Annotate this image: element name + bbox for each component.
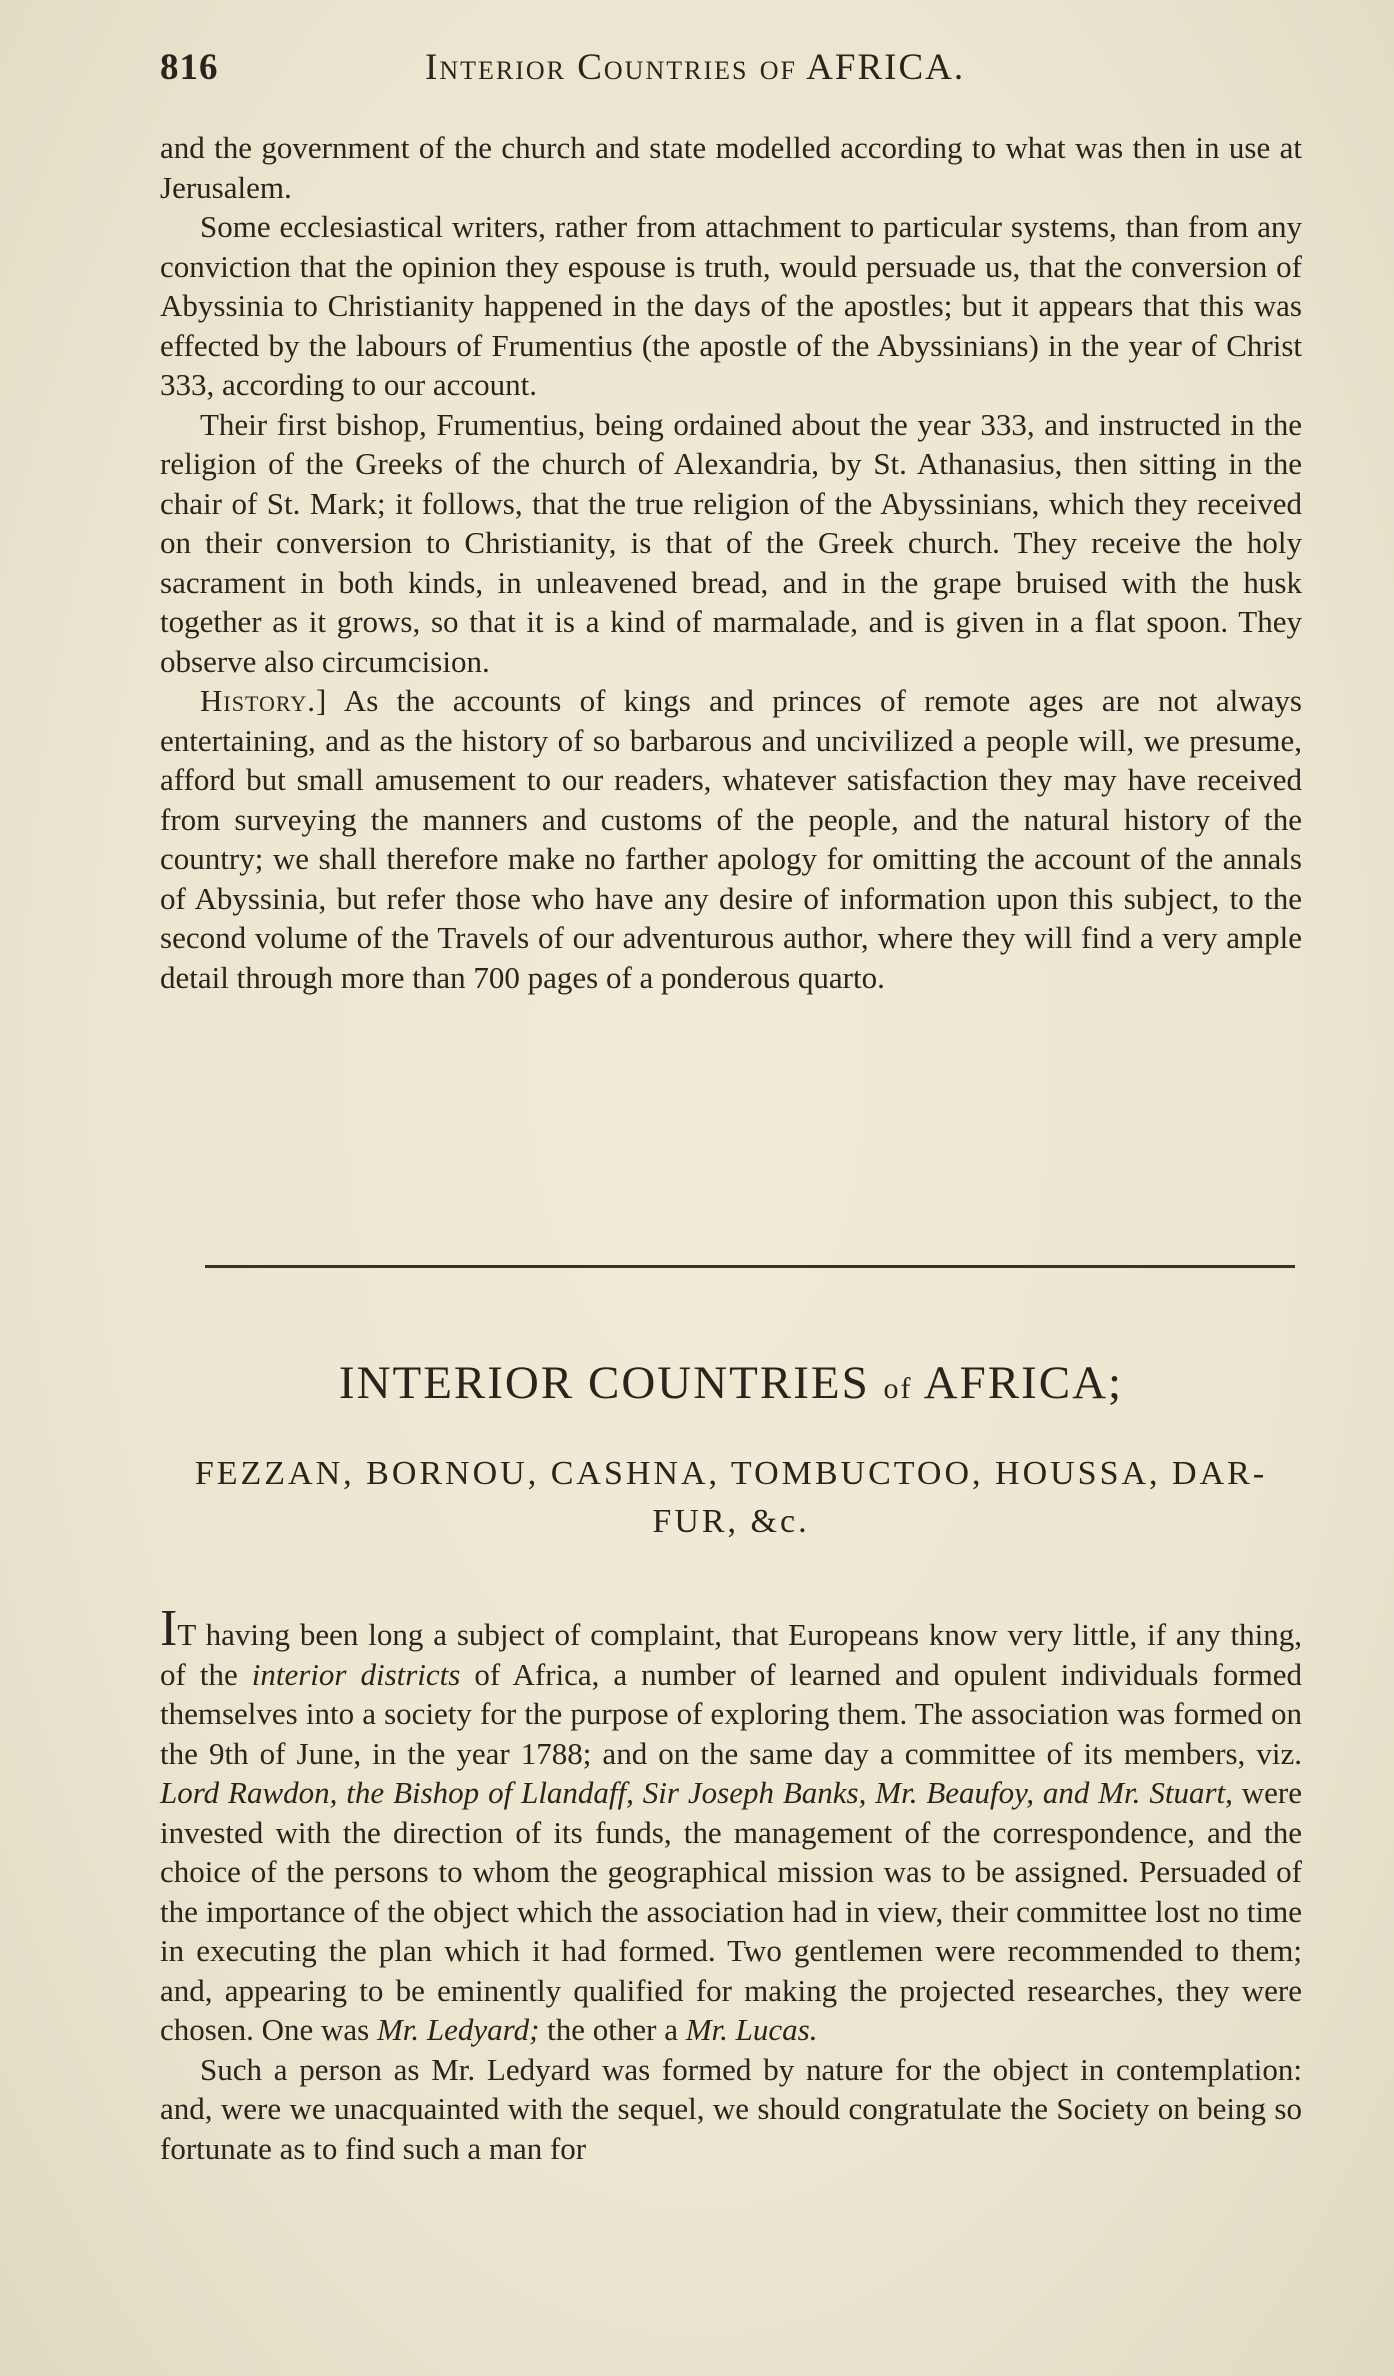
paragraph-frumentius: Their first bishop, Frumentius, being ordained about the year 333, and instructed in the religion of the Greeks of the church of Alexandria, by St. Athanasius, then sitting in the chair of St. Mark; it follows, that the true religion of the Abyssinians, which they received on their conversion to Christianity, is that of the Greek church. They receive the holy sacrament in both kinds, in unleavened bread, and in the grape bruised with the husk together as it grows, so that it is a kind of marmalade, and is given in a flat spoon. They observe also circumcision.	[160, 406, 1302, 679]
name-lucas: Mr. Lucas.	[685, 2012, 818, 2047]
paragraph-ledyard: Such a person as Mr. Ledyard was formed by nature for the object in contemplation: and, were we unacquainted with the sequel, we should congratulate the Society on being so fortunate as to find such a man for	[160, 2051, 1302, 2166]
title-part-b: AFRICA;	[923, 1357, 1124, 1409]
association-text-a: T having been long a subject of complaint, that Europeans know very little, if any thing, of the	[160, 1617, 1302, 1692]
association-italic-districts: interior districts	[251, 1656, 461, 1692]
association-text-c: of Africa, a number of learned and opulent individuals formed themselves into a society for the purpose of exploring them. The association was formed on the 9th of June, in the year 1788; and on the same day a committee of its members, viz.	[160, 1656, 1302, 1771]
section-divider	[205, 1265, 1295, 1268]
upper-text-block	[160, 128, 1302, 997]
drop-cap: I	[160, 1600, 178, 1657]
title-part-a: INTERIOR COUNTRIES	[338, 1357, 870, 1409]
committee-names: Lord Rawdon, the Bishop of Llandaff, Sir Joseph Banks, Mr. Beaufoy, and Mr. Stuart,	[160, 1775, 1233, 1810]
history-lead: History.]	[200, 683, 328, 718]
paragraph-history	[160, 681, 1302, 997]
title-part-of: of	[883, 1372, 913, 1405]
section-subtitle: FEZZAN, BORNOU, CASHNA, TOMBUCTOO, HOUSSA, DAR-FUR, &c.	[194, 1455, 1268, 1540]
lower-text-block	[160, 1600, 1303, 2168]
association-text-g: the other a	[547, 2012, 678, 2047]
section-title	[160, 1356, 1302, 1410]
association-text-e: were invested with the direction of its funds, the management of the correspondence, and the choice of the persons to whom the geographical mission was to be assigned. Persuaded of the importance of the object which the association had in view, their committee lost no time in executing the plan which it had formed. Two gentlemen were recommended to them; and, appearing to be eminently qualified for making the projected researches, they were chosen. One was	[160, 1775, 1303, 2047]
history-text: As the accounts of kings and princes of remote ages are not always entertaining, and as the history of so barbarous and uncivilized a people will, we presume, afford but small amusement to our readers, whatever satisfaction they may have received from surveying the manners and customs of the people, and the natural history of the country; we shall therefore make no farther apology for omitting the account of the annals of Abyssinia, but refer those who have any desire of information upon this subject, to the second volume of the Travels of our adventurous author, where they will find a very ample detail through more than 700 pages of a ponderous quarto.	[160, 683, 1302, 995]
paragraph-association	[160, 1600, 1303, 2050]
running-title: Interior Countries of AFRICA.	[425, 47, 966, 88]
paragraph-conversion: Some ecclesiastical writers, rather from attachment to particular systems, than from any conviction that the opinion they espouse is truth, would persuade us, that the conversion of Abyssinia to Christianity happened in the days of the apostles; but it appears that this was effected by the labours of Frumentius (the apostle of the Abyssinians) in the year of Christ 333, according to our account.	[160, 209, 1302, 402]
paragraph-continuation: and the government of the church and state modelled according to what was then in use at Jerusalem.	[160, 130, 1302, 205]
name-ledyard: Mr. Ledyard;	[376, 2012, 540, 2047]
page-number: 816	[160, 47, 219, 88]
page-header	[160, 46, 1310, 96]
